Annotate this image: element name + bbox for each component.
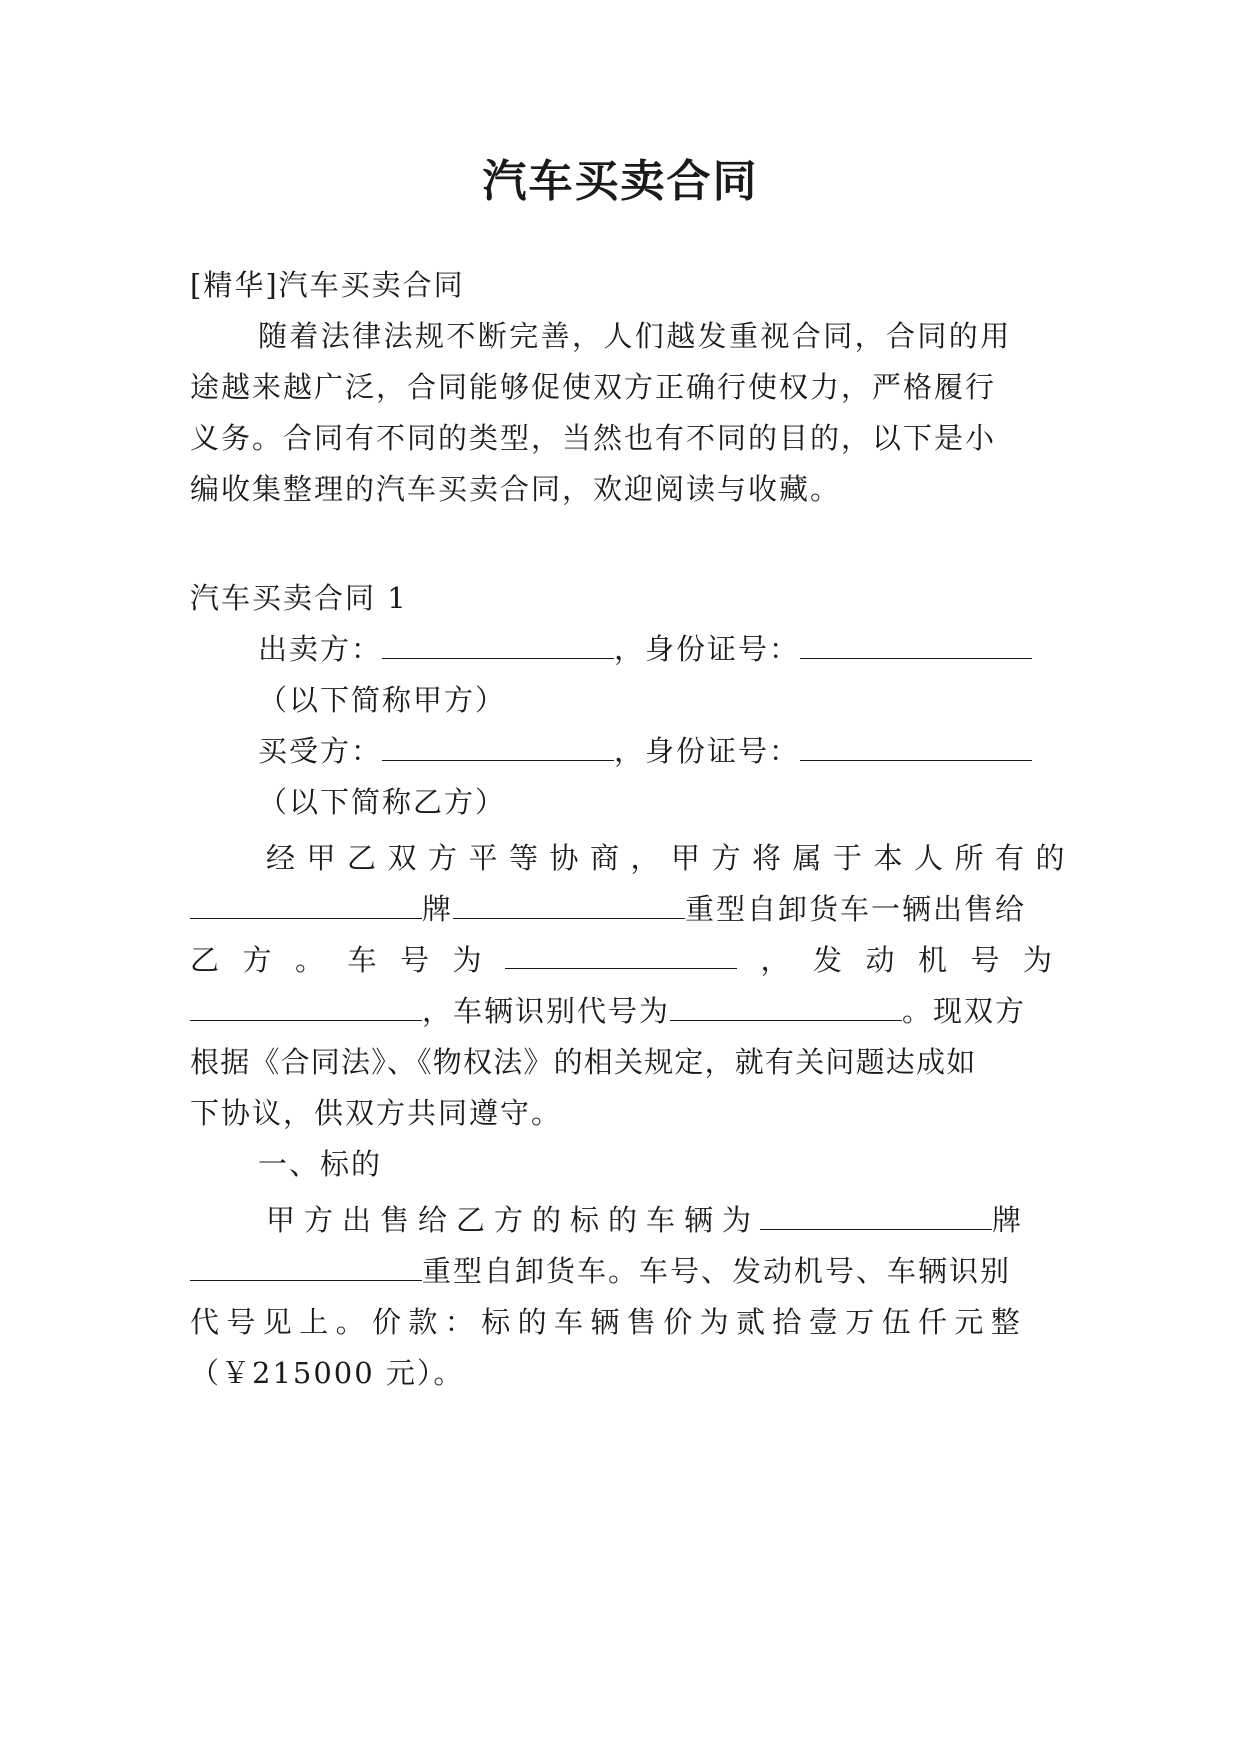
document-title: 汽车买卖合同 bbox=[482, 156, 759, 207]
agree-line-2-end: 重型自卸货车一辆出售给 bbox=[685, 892, 1027, 926]
char: 机 bbox=[917, 943, 947, 977]
char: 号 bbox=[400, 943, 430, 977]
clause-1-text: 甲方出售给乙方的标的车辆为 bbox=[266, 1203, 761, 1237]
plate-number-blank bbox=[505, 940, 737, 969]
char: 动 bbox=[865, 943, 895, 977]
agree-line-4 bbox=[190, 991, 1052, 1031]
clause-1-text-2: 重型自卸货车。车号、发动机号、车辆识别 bbox=[422, 1254, 1012, 1288]
seller-note: （以下简称甲方） bbox=[258, 683, 507, 717]
brand-blank bbox=[190, 890, 422, 919]
vin-label: ，车辆识别代号为 bbox=[422, 994, 671, 1028]
agree-line-1: 经甲乙双方平等协商，甲方将属于本人所有的 bbox=[266, 841, 1077, 875]
subtitle: [精华]汽车买卖合同 bbox=[190, 268, 465, 302]
buyer-note: （以下简称乙方） bbox=[258, 785, 507, 819]
seller-name-blank bbox=[382, 630, 614, 659]
buyer-id-blank bbox=[800, 732, 1032, 761]
clause-brand-suffix: 牌 bbox=[992, 1203, 1024, 1237]
char: 为 bbox=[452, 943, 482, 977]
seller-label: 出卖方： bbox=[258, 632, 383, 666]
char: ， bbox=[760, 943, 790, 977]
agree-line-2 bbox=[190, 889, 1052, 929]
buyer-label: 买受方： bbox=[258, 734, 383, 768]
clause-1-line-1 bbox=[266, 1200, 1052, 1240]
buyer-id-label: ，身份证号： bbox=[614, 734, 801, 768]
intro-line-1 bbox=[190, 316, 1052, 356]
char: 发 bbox=[812, 943, 842, 977]
buyer-line bbox=[258, 731, 1052, 771]
section-title: 汽车买卖合同 1 bbox=[190, 581, 408, 615]
clause-1-line-4: （￥215000 元）。 bbox=[190, 1356, 465, 1390]
seller-id-label: ，身份证号： bbox=[614, 632, 801, 666]
vin-blank bbox=[670, 992, 902, 1021]
brand-suffix: 牌 bbox=[422, 892, 454, 926]
char: 车 bbox=[347, 943, 377, 977]
clause-1-title: 一、标的 bbox=[258, 1147, 383, 1181]
engine-number-blank bbox=[190, 992, 422, 1021]
clause-1-line-2 bbox=[190, 1251, 1052, 1291]
char: 乙 bbox=[190, 943, 220, 977]
char: 。 bbox=[295, 943, 325, 977]
agree-line-5: 根据《合同法》、《物权法》的相关规定，就有关问题达成如 bbox=[190, 1045, 977, 1079]
char: 为 bbox=[1022, 943, 1052, 977]
char: 方 bbox=[242, 943, 272, 977]
seller-id-blank bbox=[800, 630, 1032, 659]
agree-line-4-end: 。现双方 bbox=[902, 994, 1027, 1028]
model-blank bbox=[453, 890, 685, 919]
clause-model-blank bbox=[190, 1252, 422, 1281]
seller-line bbox=[258, 629, 1052, 669]
intro-line-2: 途越来越广泛，合同能够促使双方正确行使权力，严格履行 bbox=[190, 370, 997, 404]
intro-line-4: 编收集整理的汽车买卖合同，欢迎阅读与收藏。 bbox=[190, 472, 842, 506]
buyer-name-blank bbox=[382, 732, 614, 761]
clause-1-line-3: 代号见上。价款：标的车辆售价为贰拾壹万伍仟元整 bbox=[190, 1305, 1028, 1339]
agree-line-3 bbox=[190, 940, 1052, 980]
agree-line-6: 下协议，供双方共同遵守。 bbox=[190, 1096, 563, 1130]
char: 号 bbox=[970, 943, 1000, 977]
intro-text: 随着法律法规不断完善，人们越发重视合同，合同的用 bbox=[258, 319, 1012, 353]
intro-line-3: 义务。合同有不同的类型，当然也有不同的目的，以下是小 bbox=[190, 421, 997, 455]
clause-brand-blank bbox=[760, 1201, 992, 1230]
